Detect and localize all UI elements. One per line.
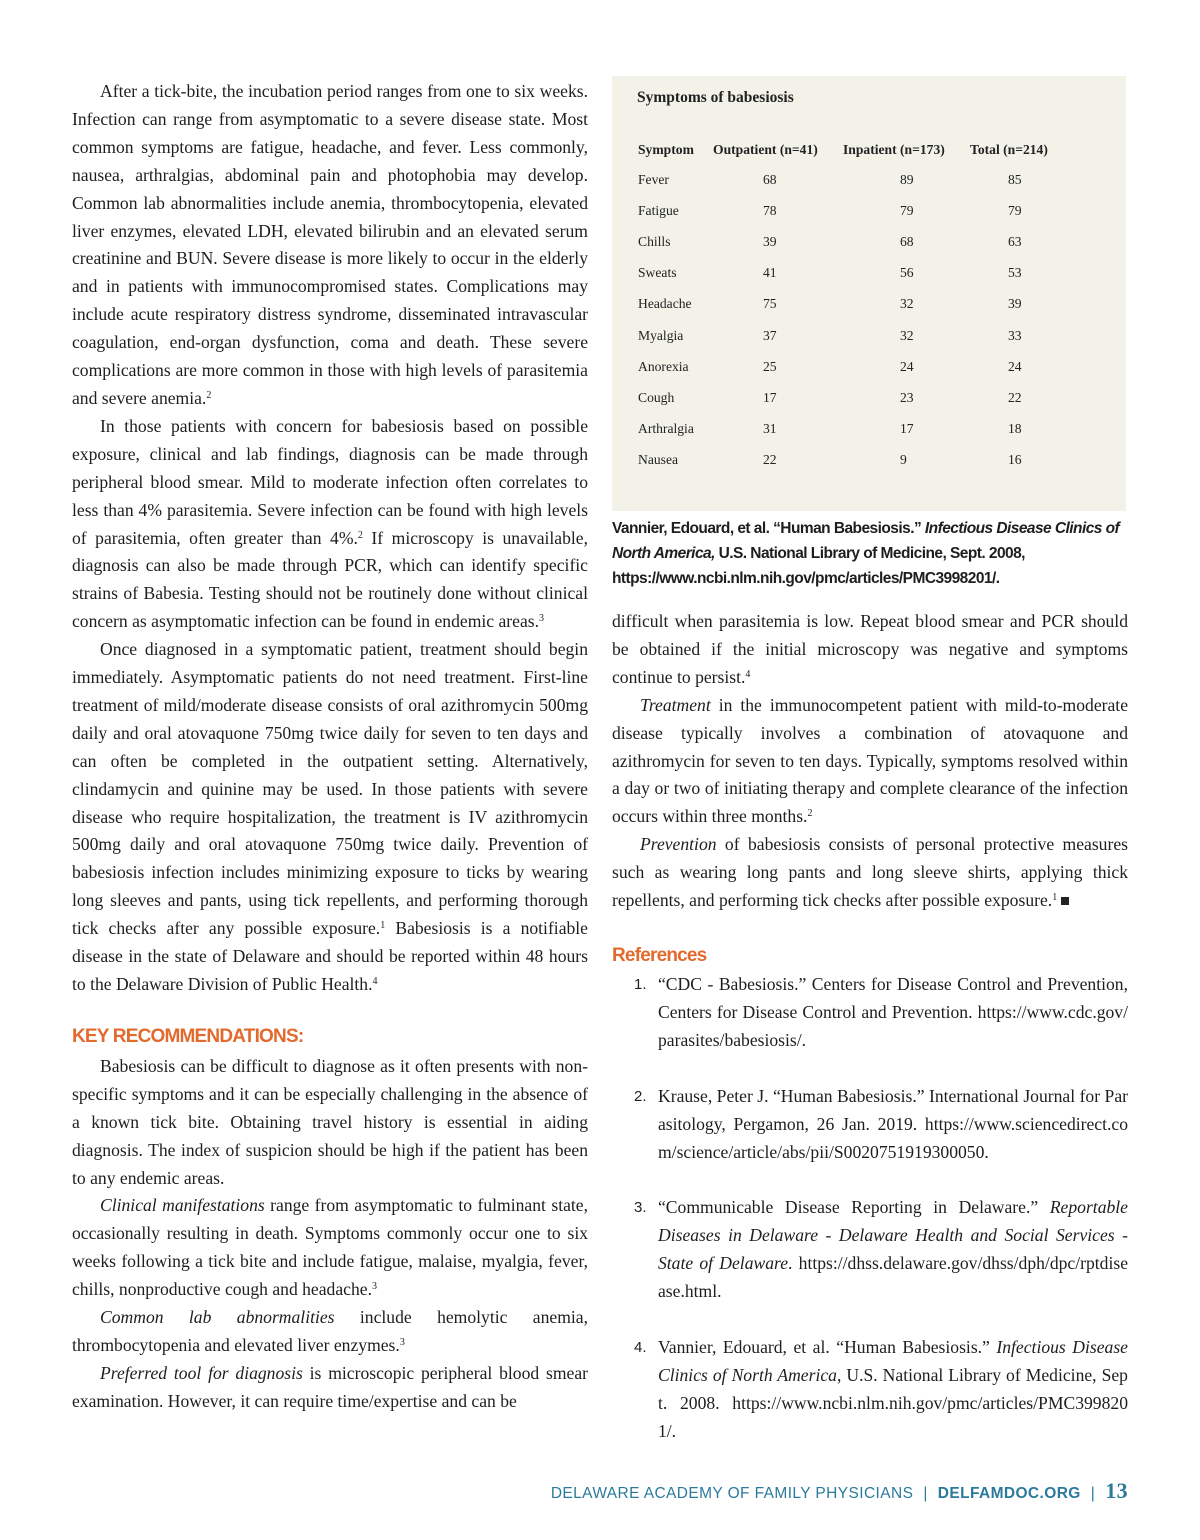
cell-outpatient: 37 [763, 327, 777, 343]
cell-inpatient: 9 [900, 452, 907, 468]
header-symptom: Symptom [638, 142, 694, 157]
cell-inpatient: 56 [900, 265, 914, 281]
cell-total: 18 [1008, 421, 1022, 437]
symptoms-table-figure [612, 76, 1126, 511]
cell-total: 63 [1008, 233, 1022, 249]
cell-inpatient: 17 [900, 421, 914, 437]
cell-inpatient: 79 [900, 202, 914, 218]
paragraph-incubation: After a tick-bite, the incubation period ranges from one to six weeks. Infection can range from asymptomatic to a severe disease state. Most common symptoms are fatigue, headache, and fever. Less commonly, nausea, arthralgias, abdominal pain and photophobia may develop. Common lab abnormalities include anemia, thrombocytopenia, elevated liver enzymes, elevated LDH, elevated bilirubin and an elevated serum creatinine and BUN. Severe disease is more likely to occur in the elderly and in patients with immunocompromised states. Complications may include acute respiratory distress syndrome, disseminated intravascular coagulation, end-organ dysfunction, coma and death. These severe complications are more common in those with high levels of parasitemia and severe anemia.$^2$ [72, 81, 588, 408]
cell-total: 24 [1008, 358, 1022, 374]
cell-inpatient: 32 [900, 296, 914, 312]
table-row [638, 351, 1080, 382]
cell-total: 22 [1008, 389, 1022, 405]
table-row [638, 414, 1080, 445]
end-of-article-icon [1061, 897, 1069, 905]
cell-outpatient: 75 [763, 296, 777, 312]
reference-item: 2. Krause, Peter J. “Human Babesiosis.” International Journal for Parasitology, Pergamon, 26 Jan. 2019. https://www.sciencedirect.com/science/article/abs/pii/S0020751919300050. [634, 1085, 1128, 1162]
cell-outpatient: 41 [763, 265, 777, 281]
cell-outpatient: 17 [763, 389, 777, 405]
header-inpatient: Inpatient (n=173) [843, 142, 945, 157]
footer-website-link[interactable]: DELFAMDOC.ORG [937, 1485, 1081, 1502]
header-total: Total (n=214) [970, 142, 1048, 157]
symptoms-table [638, 136, 1080, 476]
table-row [638, 320, 1080, 351]
paragraph-diagnostic-tool: Preferred tool for diagnosis is microscopic peripheral blood smear examination. However, it can require time/expertise and can be [72, 1362, 588, 1411]
cell-symptom: Sweats [638, 265, 677, 281]
references-list [612, 971, 1128, 1446]
table-header-row [638, 136, 1080, 164]
table-row [638, 226, 1080, 257]
cell-symptom: Fatigue [638, 202, 679, 218]
cell-symptom: Chills [638, 233, 671, 249]
cell-inpatient: 68 [900, 233, 914, 249]
cell-total: 85 [1008, 171, 1022, 187]
paragraph-smear-continued: difficult when parasitemia is low. Repeat blood smear and PCR should be obtained if the initial microscopy was negative and symptoms continue to persist.$^4$ [612, 611, 1128, 687]
footer-separator: | [923, 1485, 928, 1502]
cell-symptom: Anorexia [638, 358, 689, 374]
page-number: 13 [1105, 1478, 1128, 1503]
cell-total: 16 [1008, 452, 1022, 468]
table-row [638, 258, 1080, 289]
paragraph-diagnosis: In those patients with concern for babesiosis based on possible exposure, clinical and lab findings, diagnosis can be made through peripheral blood smear. Mild to moderate infection often correlates to less than 4% parasitemia. Severe infection can be found with high levels of parasitemia, often greater than 4%.$^2$ If microscopy is unavailable, diagnosis can also be made through PCR, which can identify specific strains of Babesia. Testing should not be routinely done without clinical concern as asymptomatic infection can be found in endemic areas.$^3$ [72, 415, 588, 632]
cell-inpatient: 23 [900, 389, 914, 405]
references-heading: References [612, 944, 707, 966]
cell-symptom: Headache [638, 296, 692, 312]
table-row [638, 195, 1080, 226]
table-body [638, 164, 1080, 476]
table-title: Symptoms of babesiosis [637, 89, 794, 106]
key-recommendations-heading: KEY RECOMMENDATIONS: [72, 1025, 304, 1047]
cell-outpatient: 39 [763, 233, 777, 249]
page-footer [551, 1478, 1128, 1504]
footer-separator: | [1090, 1485, 1096, 1502]
paragraph-lab-abnormalities: Common lab abnormalities include hemolytic anemia, thrombocytopenia and elevated liver enzymes.$^3$ [72, 1307, 588, 1355]
right-column [612, 608, 1128, 1474]
cell-outpatient: 22 [763, 452, 777, 468]
cell-outpatient: 68 [763, 171, 777, 187]
table-row [638, 445, 1080, 476]
cell-symptom: Cough [638, 389, 675, 405]
left-column [72, 78, 588, 1416]
table-row [638, 382, 1080, 413]
reference-item: 1. “CDC - Babesiosis.” Centers for Disease Control and Prevention, Centers for Disease Control and Prevention. https://www.cdc.gov/parasites/babesiosis/. [634, 973, 1128, 1050]
cell-outpatient: 25 [763, 358, 777, 374]
cell-inpatient: 89 [900, 171, 914, 187]
header-outpatient: Outpatient (n=41) [713, 142, 818, 157]
cell-total: 53 [1008, 265, 1022, 281]
cell-symptom: Fever [638, 171, 669, 187]
cell-outpatient: 78 [763, 202, 777, 218]
cell-total: 79 [1008, 202, 1022, 218]
paragraph-treatment: Once diagnosed in a symptomatic patient, treatment should begin immediately. Asymptomatic patients do not need treatment. First-line treatment of mild/moderate disease consists of oral azithromycin 500mg daily and oral atovaquone 750mg twice daily for seven to ten days and can often be completed in the outpatient setting. Alternatively, clindamycin and quinine may be used. In those patients with severe disease who require hospitalization, the treatment is IV azithromycin 500mg daily and oral atovaquone 750mg twice daily. Prevention of babesiosis infection includes minimizing exposure to ticks by wearing long sleeves and pants, using tick repellents, and performing thorough tick checks after any possible exposure.$^1$ Babesiosis is a notifiable disease in the state of Delaware and should be reported within 48 hours to the Delaware Division of Public Health.$^4$ [72, 639, 588, 994]
paragraph-prevention: Prevention of babesiosis consists of personal protective measures such as wearing long pants and long sleeve shirts, applying thick repellents, and performing tick checks after possible exposure.$^1$ [612, 834, 1128, 911]
cell-inpatient: 24 [900, 358, 914, 374]
footer-organization: DELAWARE ACADEMY OF FAMILY PHYSICIANS [550, 1485, 914, 1502]
cell-total: 39 [1008, 296, 1022, 312]
cell-outpatient: 31 [763, 421, 777, 437]
paragraph-key-diagnosis: Babesiosis can be difficult to diagnose as it often presents with non-specific symptoms and it can be especially challenging in the absence of a known tick bite. Obtaining travel history is essential in aiding diagnosis. The index of suspicion should be high if the patient has been to any endemic areas. [72, 1055, 588, 1188]
paragraph-clinical-manifestations: Clinical manifestations range from asymptomatic to fulminant state, occasionally resulting in death. Symptoms commonly occur one to six weeks following a tick bite and include fatigue, malaise, myalgia, fever, chills, nonproductive cough and headache.$^3$ [72, 1195, 588, 1300]
table-row [638, 289, 1080, 320]
reference-item: 4. Vannier, Edouard, et al. “Human Babesiosis.” Infectious Disease Clinics of North America, U.S. National Library of Medicine, Sept. 2008. https://www.ncbi.nlm.nih.gov/pmc/articles/PMC3998201/. [634, 1337, 1128, 1441]
table-row [638, 164, 1080, 195]
cell-inpatient: 32 [900, 327, 914, 343]
paragraph-treatment-key: Treatment in the immunocompetent patient with mild-to-moderate disease typically involves a combination of atovaquone and azithromycin for seven to ten days. Typically, symptoms resolved within a day or two of initiating therapy and complete clearance of the infection occurs within three months.$^2$ [612, 694, 1128, 827]
reference-item: 3. “Communicable Disease Reporting in Delaware.” Reportable Diseases in Delaware - Delaware Health and Social Services - State of Delaware. https://dhss.delaware.gov/dhss/dph/dpc/rptdisease.html. [634, 1197, 1128, 1302]
cell-symptom: Myalgia [638, 327, 684, 343]
cell-symptom: Nausea [638, 452, 679, 468]
cell-total: 33 [1008, 327, 1022, 343]
table-caption: Vannier, Edouard, et al. “Human Babesiosis.” Infectious Disease Clinics of North America, U.S. National Library of Medicine, Sept. 2008, https://www.ncbi.nlm.nih.gov/pmc/articles/PMC3998201/. [612, 520, 1120, 587]
cell-symptom: Arthralgia [638, 421, 694, 437]
